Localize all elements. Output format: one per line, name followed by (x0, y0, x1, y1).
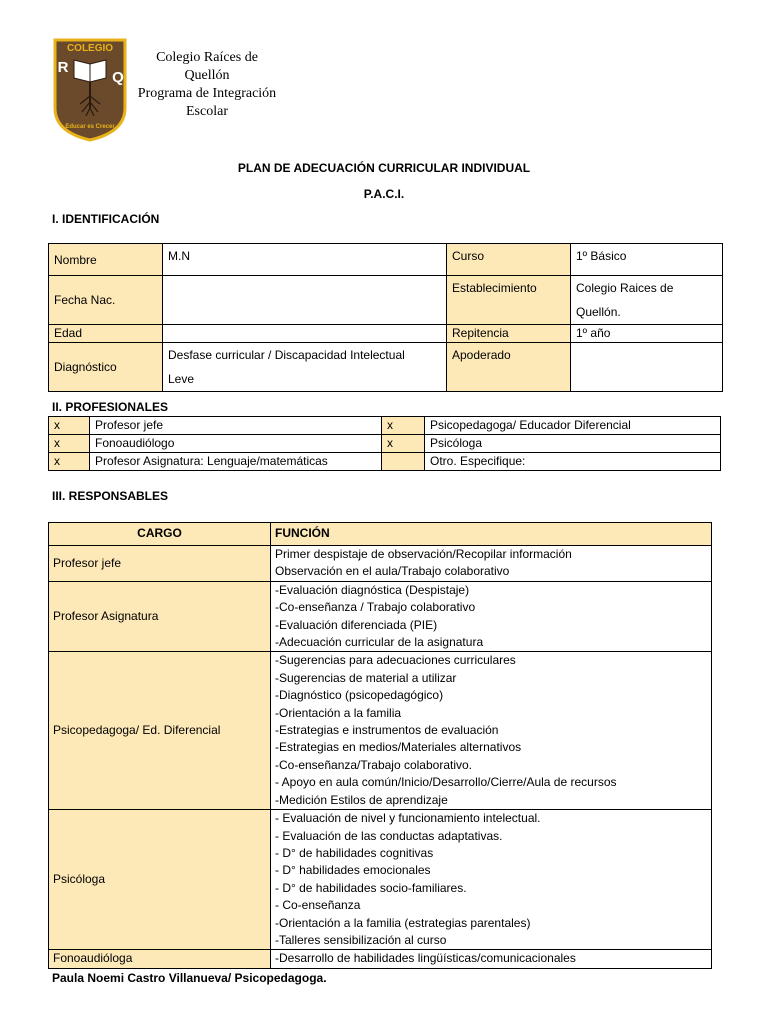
funcion-item: -Medición Estilos de aprendizaje (275, 792, 448, 807)
identificacion-table (48, 243, 723, 392)
funcion-item: Primer despistaje de observación/Recopilar información (275, 547, 572, 561)
mark-right (382, 453, 425, 471)
profesional-left: Fonoaudiólogo (90, 435, 382, 453)
cargo-cell: Profesor Asignatura (49, 581, 271, 652)
author-signature-line: Paula Noemi Castro Villanueva/ Psicopedagoga. (52, 971, 327, 985)
establecimiento-value (571, 276, 723, 325)
school-header (122, 49, 292, 121)
funcion-item: -Diagnóstico (psicopedagógico) (275, 688, 444, 703)
funcion-item: -Estrategias en medios/Materiales alternativos (275, 740, 522, 755)
funcion-item: -Estrategias e instrumentos de evaluación (275, 723, 499, 738)
fecha-nac-value (163, 276, 447, 325)
funcion-item: -Talleres sensibilización al curso (275, 932, 447, 947)
diagnostico-label: Diagnóstico (49, 343, 163, 392)
logo-text-top: COLEGIO (66, 43, 114, 54)
funcion-item: - D° de habilidades socio-familiares. (275, 880, 467, 895)
cargo-cell: Profesor jefe (49, 546, 271, 582)
establecimiento-label: Establecimiento (447, 276, 571, 325)
funcion-cell (271, 652, 712, 810)
profesional-right: Psicopedagoga/ Educador Diferencial (425, 417, 721, 435)
nombre-value: M.N (163, 244, 447, 276)
funcion-item: - D° de habilidades cognitivas (275, 845, 434, 860)
funcion-item: -Desarrollo de habilidades lingüísticas/comunicacionales (275, 951, 576, 966)
apoderado-label: Apoderado (447, 343, 571, 392)
fecha-nac-label: Fecha Nac. (49, 276, 163, 325)
funcion-item: -Evaluación diferenciada (PIE) (275, 617, 438, 632)
funcion-item: - Evaluación de las conductas adaptativas. (275, 828, 503, 843)
responsable-row (49, 581, 712, 652)
funcion-cell (271, 950, 712, 968)
funcion-item: -Co-enseñanza / Trabajo colaborativo (275, 600, 476, 615)
mark-left: x (49, 417, 90, 435)
responsable-row (49, 950, 712, 968)
cargo-cell: Fonoaudióloga (49, 950, 271, 968)
cargo-cell: Psicopedagoga/ Ed. Diferencial (49, 652, 271, 810)
edad-label: Edad (49, 325, 163, 343)
diagnostico-value-line1: Desfase curricular / Discapacidad Intelectual (168, 348, 405, 362)
funcion-item: - Apoyo en aula común/Inicio/Desarrollo/Cierre/Aula de recursos (275, 775, 617, 790)
section-identificacion-heading: I. IDENTIFICACIÓN (52, 212, 160, 226)
establecimiento-value-line1: Colegio Raices de (576, 281, 674, 295)
funcion-item: - Co-enseñanza (275, 898, 361, 913)
funcion-cell (271, 810, 712, 950)
school-program-line1: Programa de Integración (137, 86, 277, 101)
funcion-cell (271, 581, 712, 652)
cargo-cell: Psicóloga (49, 810, 271, 950)
curso-value: 1º Básico (571, 244, 723, 276)
mark-right: x (382, 435, 425, 453)
profesionales-row (49, 453, 721, 471)
funcion-item: - D° habilidades emocionales (275, 863, 431, 878)
school-name-line1: Colegio Raíces de (156, 50, 258, 65)
profesional-right: Psicóloga (425, 435, 721, 453)
funcion-item: -Sugerencias para adecuaciones curriculares (275, 653, 516, 668)
logo-letter-q: Q (112, 69, 124, 86)
logo-motto: Educar es Crecer (65, 124, 115, 130)
school-logo (52, 38, 128, 142)
mark-right: x (382, 417, 425, 435)
funcion-cell (271, 546, 712, 582)
funcion-item: -Orientación a la familia (estrategias parentales) (275, 915, 531, 930)
repitencia-label: Repitencia (447, 325, 571, 343)
mark-left: x (49, 453, 90, 471)
establecimiento-value-line2: Quellón. (576, 305, 621, 319)
logo-letter-r: R (57, 59, 69, 76)
funcion-item: -Adecuación curricular de la asignatura (275, 635, 484, 650)
repitencia-value: 1º año (571, 325, 723, 343)
funcion-item: -Orientación a la familia (275, 705, 402, 720)
profesional-left: Profesor jefe (90, 417, 382, 435)
funcion-item: -Sugerencias de material a utilizar (275, 670, 457, 685)
profesional-left: Profesor Asignatura: Lenguaje/matemáticas (90, 453, 382, 471)
edad-value (163, 325, 447, 343)
responsable-row (49, 652, 712, 810)
nombre-label: Nombre (49, 244, 163, 276)
section-profesionales-heading: II. PROFESIONALES (52, 400, 169, 414)
profesionales-table (48, 416, 721, 471)
responsables-table (48, 522, 712, 969)
responsable-row (49, 546, 712, 582)
school-name-line2: Quellón (184, 68, 230, 83)
profesionales-row (49, 435, 721, 453)
funcion-item: -Evaluación diagnóstica (Despistaje) (275, 582, 470, 597)
profesional-right: Otro. Especifique: (425, 453, 721, 471)
funcion-item: -Co-enseñanza/Trabajo colaborativo. (275, 757, 472, 772)
curso-label: Curso (447, 244, 571, 276)
funcion-item: Observación en el aula/Trabajo colaborativo (275, 564, 510, 579)
school-crest-icon (52, 38, 128, 142)
col-funcion-header: FUNCIÓN (271, 523, 712, 546)
document-subtitle: P.A.C.I. (363, 187, 405, 201)
apoderado-value (571, 343, 723, 392)
section-responsables-heading: III. RESPONSABLES (52, 489, 169, 503)
responsable-row (49, 810, 712, 950)
document-title: PLAN DE ADECUACIÓN CURRICULAR INDIVIDUAL (237, 161, 531, 175)
mark-left: x (49, 435, 90, 453)
funcion-item: - Evaluación de nivel y funcionamiento intelectual. (275, 811, 541, 826)
school-program-line2: Escolar (186, 104, 228, 119)
diagnostico-value (163, 343, 447, 392)
profesionales-row (49, 417, 721, 435)
col-cargo-header: CARGO (49, 523, 271, 546)
diagnostico-value-line2: Leve (168, 372, 195, 386)
